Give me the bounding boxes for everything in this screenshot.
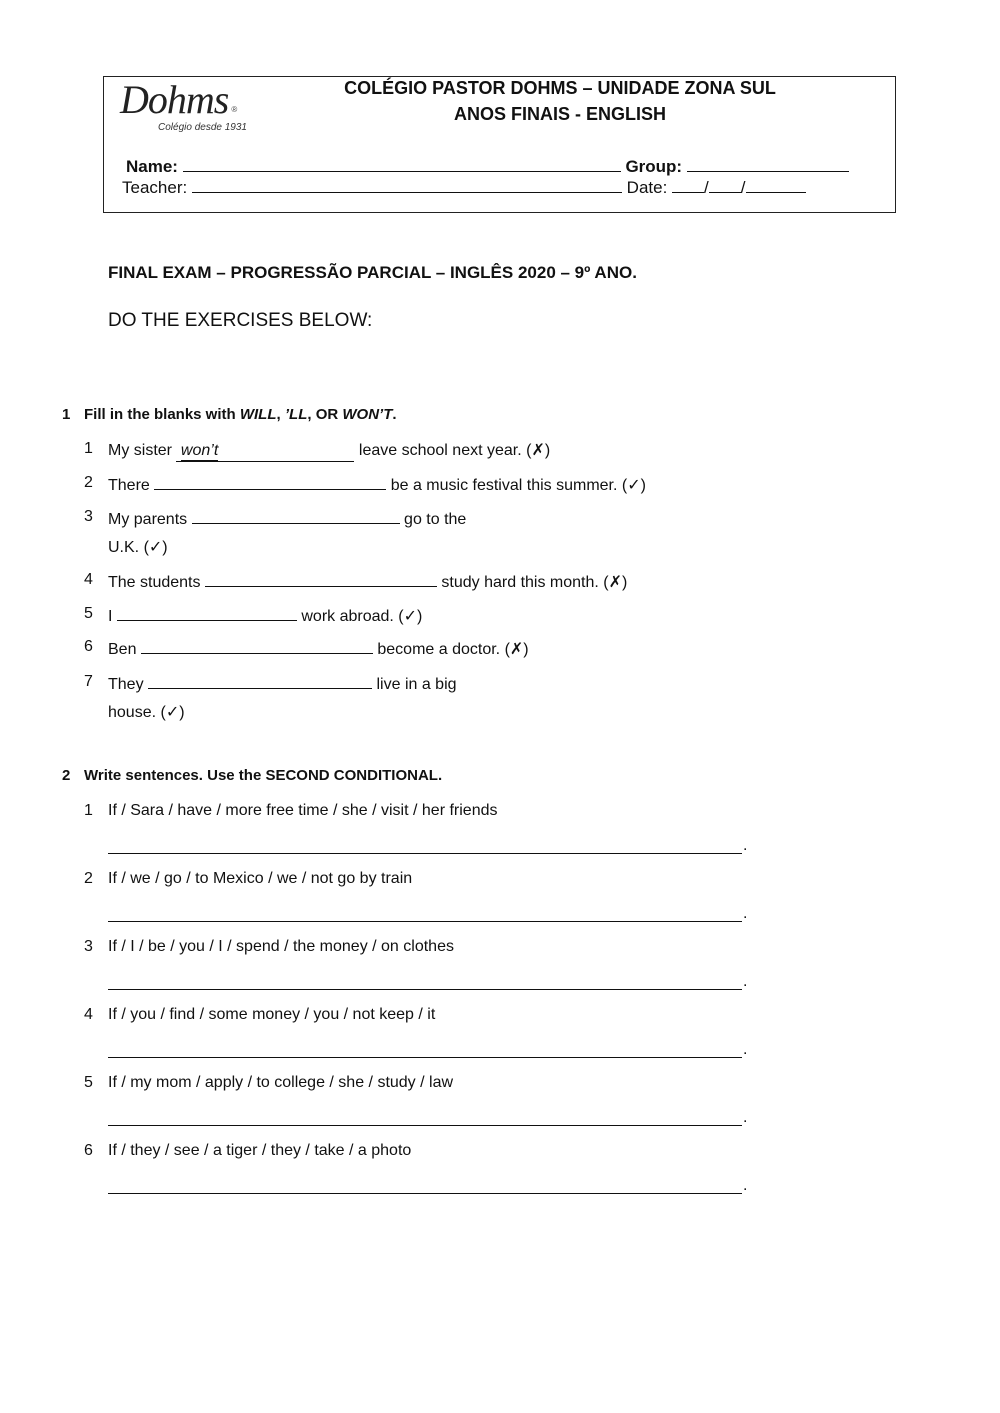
item-number: 5 xyxy=(84,1074,93,1091)
answer-period: . xyxy=(743,1109,748,1126)
item-number: 3 xyxy=(84,508,93,525)
item-text-before: There xyxy=(108,477,150,494)
date-month-field[interactable] xyxy=(709,177,741,193)
logo-registered-mark: ® xyxy=(231,105,238,114)
date-day-field[interactable] xyxy=(672,177,704,193)
exam-title: FINAL EXAM – PROGRESSÃO PARCIAL – INGLÊS 2020 – 9º ANO. xyxy=(108,263,637,282)
heading-will: WILL xyxy=(239,406,277,423)
answer-line[interactable] xyxy=(108,907,742,922)
item-text-before: They xyxy=(108,676,144,693)
answer-blank[interactable] xyxy=(176,442,354,462)
item-number: 3 xyxy=(84,938,93,955)
section2-heading: Write sentences. Use the SECOND CONDITIONAL. xyxy=(84,767,443,784)
section2-number: 2 xyxy=(62,767,71,784)
date-separator: / xyxy=(704,178,709,197)
answer-line[interactable] xyxy=(108,1179,742,1194)
answer-blank[interactable] xyxy=(205,571,437,587)
teacher-field[interactable] xyxy=(192,177,622,193)
heading-ll: ’LL xyxy=(284,406,308,423)
school-name: COLÉGIO PASTOR DOHMS – UNIDADE ZONA SUL xyxy=(344,78,776,98)
sentence-prompt: If / you / find / some money / you / not keep / it xyxy=(108,1006,436,1023)
item-number: 7 xyxy=(84,673,93,690)
logo-wordmark: Dohms xyxy=(120,77,229,122)
sentence-prompt: If / I / be / you / I / spend / the money / on clothes xyxy=(108,938,454,955)
item-number: 6 xyxy=(84,638,93,655)
answer-line[interactable] xyxy=(108,1043,742,1058)
fill-item xyxy=(108,571,627,592)
item-text-after: be a music festival this summer. (✓) xyxy=(390,477,646,494)
answer-blank[interactable] xyxy=(117,605,297,621)
item-text-continued: U.K. (✓) xyxy=(108,539,168,556)
answer-blank[interactable] xyxy=(141,638,373,654)
date-year-field[interactable] xyxy=(746,177,806,193)
heading-text: , OR xyxy=(307,406,343,423)
answer-period: . xyxy=(743,837,748,854)
fill-item xyxy=(108,440,550,462)
item-text-before: My sister xyxy=(108,442,172,459)
section1-heading xyxy=(84,406,397,423)
group-label: Group: xyxy=(625,157,683,176)
group-field[interactable] xyxy=(687,156,849,172)
item-number: 4 xyxy=(84,571,93,588)
fill-item xyxy=(108,638,529,659)
fill-item xyxy=(108,673,457,694)
sentence-prompt: If / Sara / have / more free time / she / visit / her friends xyxy=(108,802,498,819)
answer-period: . xyxy=(743,905,748,922)
answer-blank[interactable] xyxy=(154,474,386,490)
answer-period: . xyxy=(743,1177,748,1194)
answer-period: . xyxy=(743,973,748,990)
item-text-before: The students xyxy=(108,574,201,591)
fill-item xyxy=(108,605,422,626)
heading-text: Fill in the blanks with xyxy=(84,406,240,423)
fill-item xyxy=(108,474,646,495)
fill-item xyxy=(108,508,466,529)
item-number: 4 xyxy=(84,1006,93,1023)
date-separator: / xyxy=(740,178,746,197)
logo-subtitle: Colégio desde 1931 xyxy=(158,122,247,133)
heading-text: . xyxy=(392,406,397,423)
item-text-before: My parents xyxy=(108,511,188,528)
logo-top-row xyxy=(120,77,238,122)
name-label: Name: xyxy=(126,157,178,176)
answer-period: . xyxy=(743,1041,748,1058)
answer-blank[interactable] xyxy=(148,673,372,689)
item-text-after: study hard this month. (✗) xyxy=(441,574,628,591)
date-label: Date: xyxy=(626,178,668,197)
teacher-row xyxy=(122,177,806,198)
teacher-label: Teacher: xyxy=(122,178,188,197)
answer-line[interactable] xyxy=(108,839,742,854)
item-number: 2 xyxy=(84,870,93,887)
item-text-after: live in a big xyxy=(376,676,457,693)
heading-wont: WON’T xyxy=(342,406,393,423)
item-number: 6 xyxy=(84,1142,93,1159)
item-text-after: become a doctor. (✗) xyxy=(377,641,529,658)
name-field[interactable] xyxy=(183,156,621,172)
instruction: DO THE EXERCISES BELOW: xyxy=(108,310,373,331)
item-text-before: I xyxy=(108,608,113,625)
answer-line[interactable] xyxy=(108,1111,742,1126)
item-text-continued: house. (✓) xyxy=(108,704,185,721)
sentence-prompt: If / my mom / apply / to college / she / study / law xyxy=(108,1074,454,1091)
item-number: 2 xyxy=(84,474,93,491)
item-text-after: leave school next year. (✗) xyxy=(358,442,551,459)
item-number: 1 xyxy=(84,802,93,819)
sentence-prompt: If / we / go / to Mexico / we / not go by train xyxy=(108,870,413,887)
sentence-prompt: If / they / see / a tiger / they / take / a photo xyxy=(108,1142,412,1159)
answer-line[interactable] xyxy=(108,975,742,990)
name-row xyxy=(126,156,849,177)
answer-blank[interactable] xyxy=(192,508,400,524)
school-subtitle: ANOS FINAIS - ENGLISH xyxy=(453,104,666,124)
item-number: 5 xyxy=(84,605,93,622)
item-text-after: go to the xyxy=(404,511,467,528)
section1-number: 1 xyxy=(62,406,71,423)
item-number: 1 xyxy=(84,440,93,457)
answer-text: won’t xyxy=(180,442,219,459)
heading-text: , xyxy=(276,406,285,423)
item-text-before: Ben xyxy=(108,641,137,658)
item-text-after: work abroad. (✓) xyxy=(301,608,423,625)
